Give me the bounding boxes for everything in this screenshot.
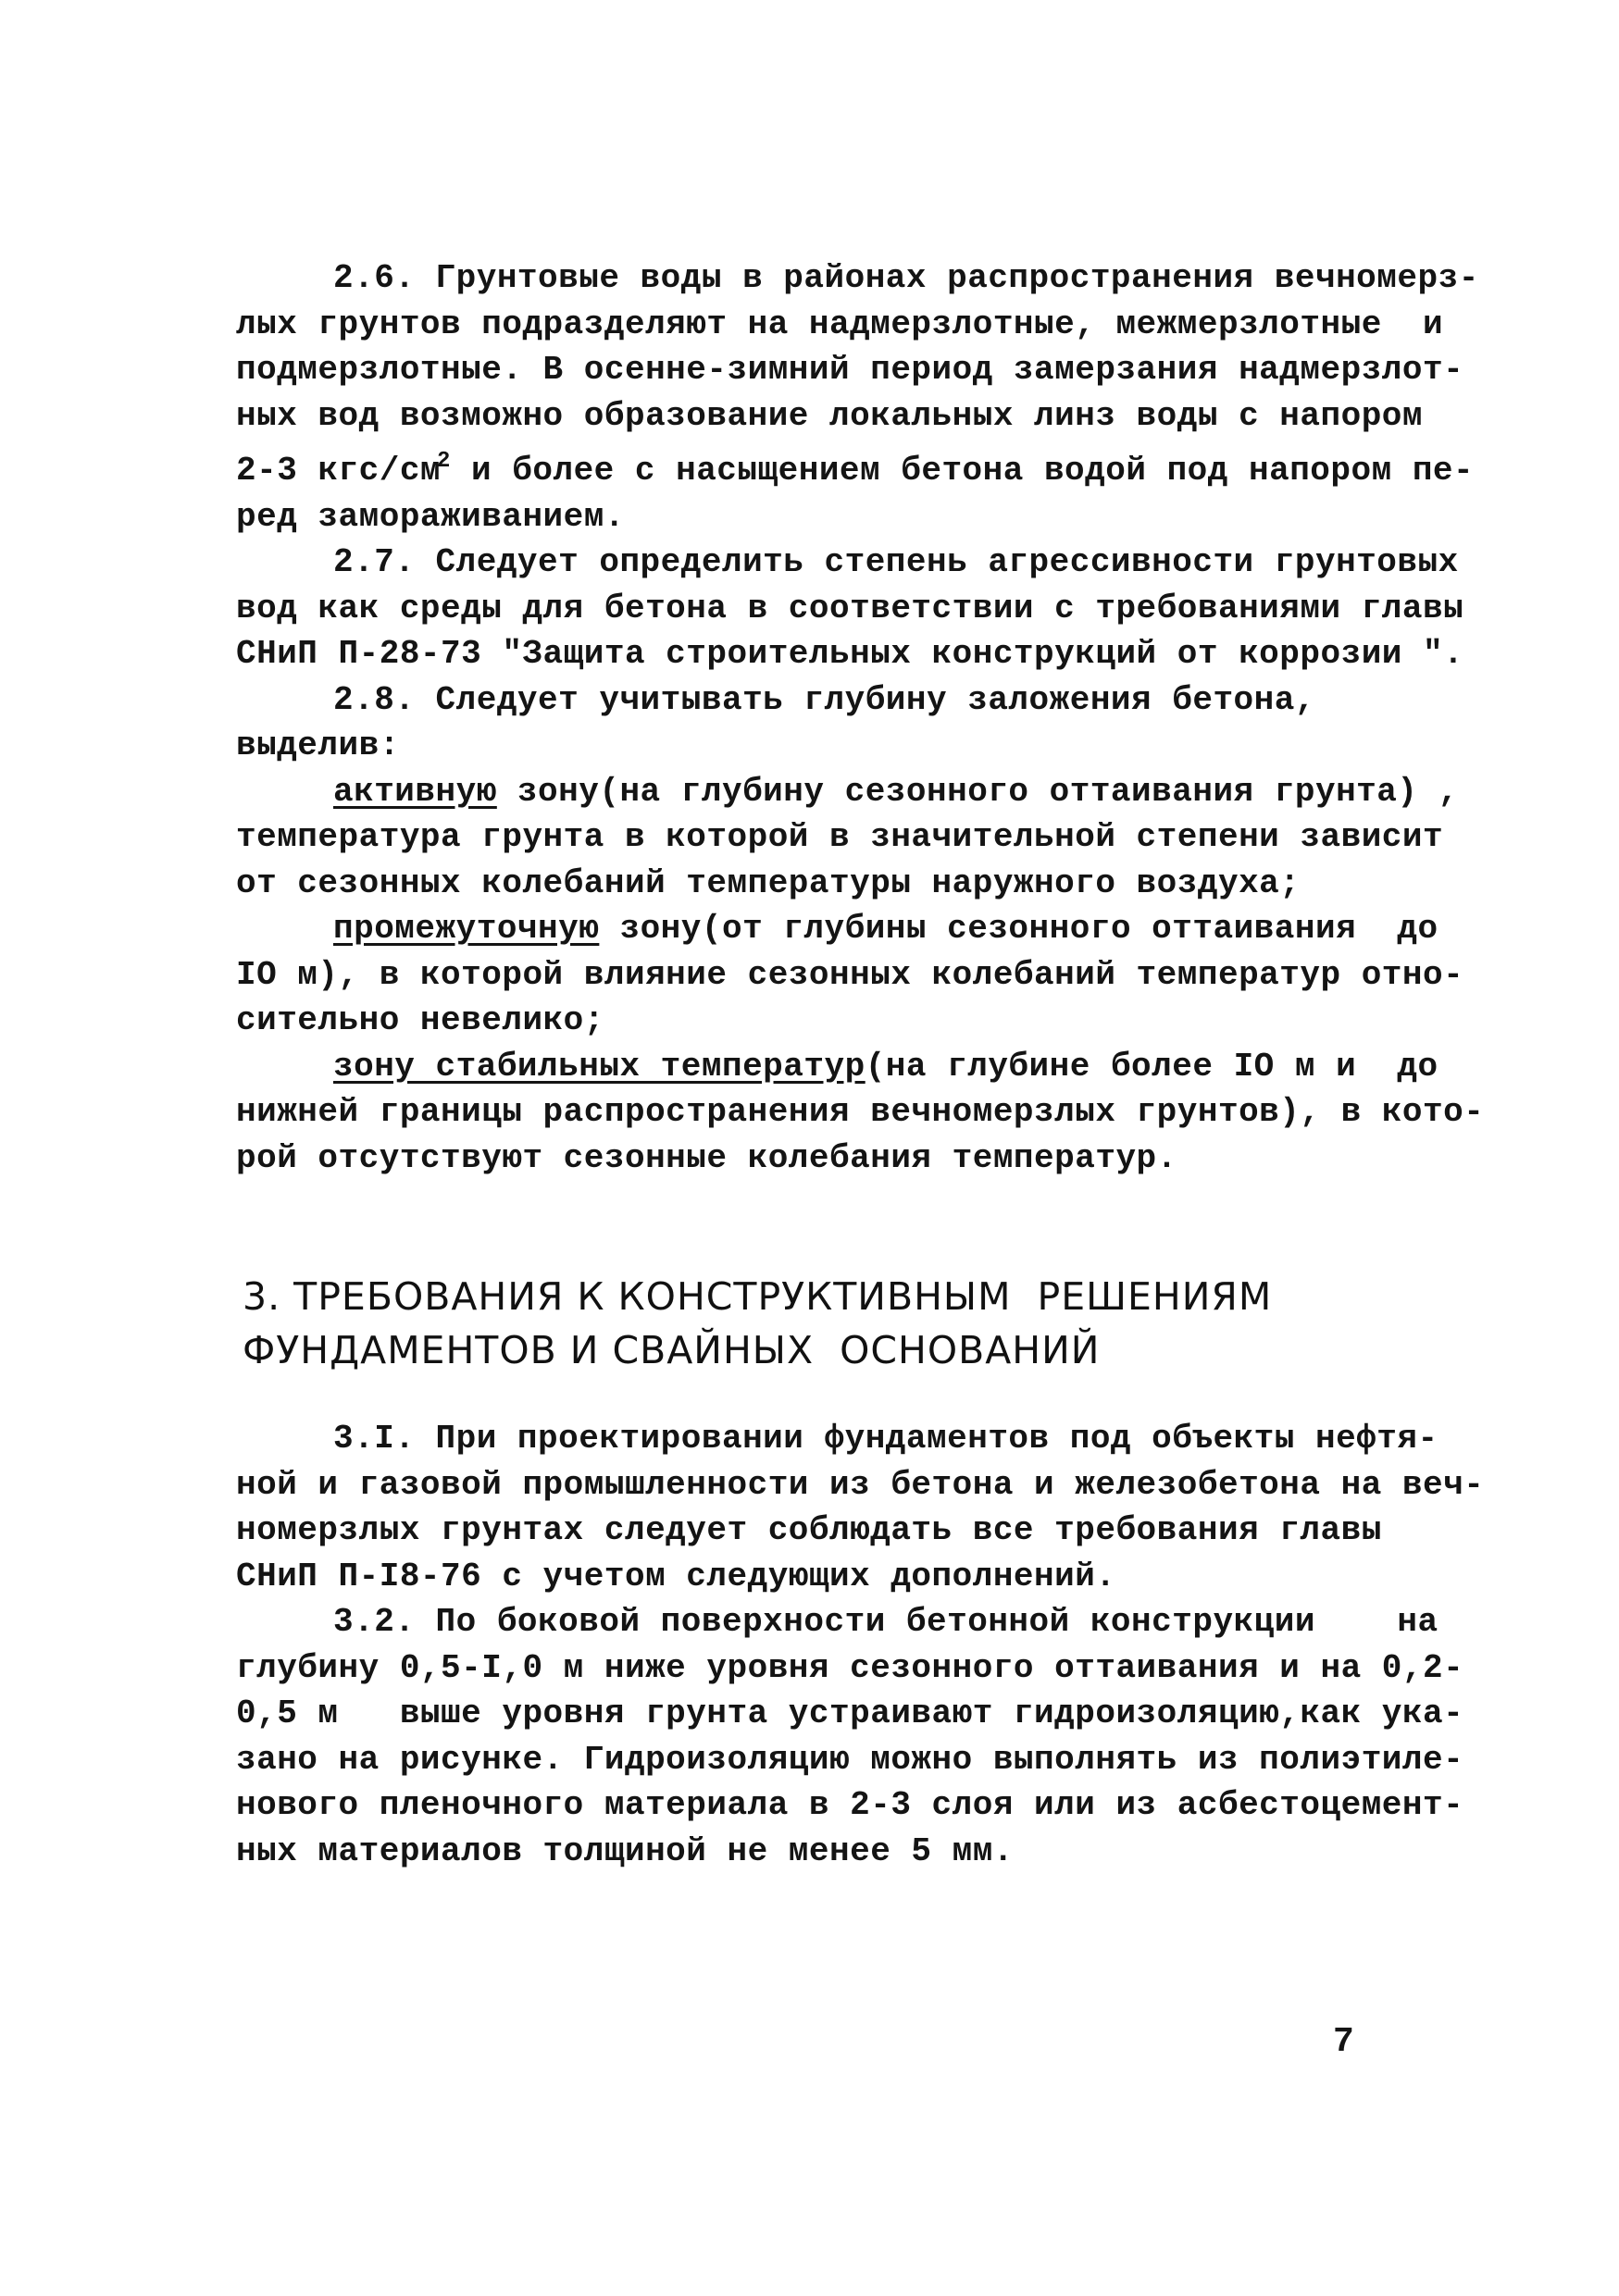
paragraph-3-2-line: ных материалов толщиной не менее 5 мм. (236, 1831, 1014, 1870)
paragraph-2-6-line: 2.6. Грунтовые воды в районах распространения вечномерз- (333, 259, 1479, 297)
paragraph-2-6-line: ред замораживанием. (236, 497, 625, 536)
paragraph-2-7-line: вод как среды для бетона в соответствии с требованиями главы (236, 589, 1464, 627)
paragraph-2-6-line: лых грунтов подразделяют на надмерзлотные, межмерзлотные и (236, 304, 1444, 343)
superscript: 2 (437, 449, 451, 474)
paragraph-3-1-line: СНиП П-I8-76 с учетом следующих дополнений. (236, 1557, 1116, 1595)
section-3-text (236, 1416, 1485, 1874)
paragraph-2-7-line: 2.7. Следует определить степень агрессивности грунтовых (333, 543, 1459, 581)
zone-intermediate-rest: зону(от глубины сезонного оттаивания до (599, 910, 1438, 948)
paragraph-3-2-line: нового пленочного материала в 2-3 слоя или из асбестоцемент- (236, 1786, 1464, 1824)
zone-stable-term: зону стабильных температур (333, 1047, 866, 1086)
paragraph-3-1-line: 3.I. При проектировании фундаментов под объекты нефтя- (333, 1420, 1438, 1458)
zone-active-line (236, 769, 1459, 815)
section-3-heading-line: 3. ТРЕБОВАНИЯ К КОНСТРУКТИВНЫМ РЕШЕНИЯМ (243, 1274, 1273, 1319)
zone-stable-line: рой отсутствуют сезонные колебания температур. (236, 1138, 1177, 1177)
section-3-heading-line: ФУНДАМЕНТОВ И СВАЙНЫХ ОСНОВАНИЙ (243, 1328, 1101, 1372)
paragraph-2-6-line: подмерзлотные. В осенне-зимний период замерзания надмерзлот- (236, 351, 1464, 389)
zone-intermediate-line: IO м), в которой влияние сезонных колебаний температур отно- (236, 955, 1464, 994)
paragraph-2-8-line: выделив: (236, 726, 400, 764)
page-number: 7 (1333, 2022, 1354, 2062)
section-2-text (236, 255, 1485, 1181)
pressure-value: 2-3 кгс/см (236, 452, 442, 490)
paragraph-3-1-line: номерзлых грунтах следует соблюдать все требования главы (236, 1511, 1382, 1549)
paragraph-3-2-line: 0,5 м выше уровня грунта устраивают гидроизоляцию,как ука- (236, 1694, 1464, 1732)
zone-stable-rest: (на глубине более IO м и до (865, 1047, 1438, 1086)
paragraph-2-6-line: ных вод возможно образование локальных линз воды с напором (236, 396, 1424, 435)
paragraph-3-2-line: глубину 0,5-I,0 м ниже уровня сезонного оттаивания и на 0,2- (236, 1648, 1464, 1687)
paragraph-2-6-line-with-unit (236, 439, 1475, 494)
paragraph-2-7-line: СНиП П-28-73 "Защита строительных конструкций от коррозии ". (236, 635, 1464, 673)
paragraph-3-2-line: 3.2. По боковой поверхности бетонной конструкции на (333, 1603, 1438, 1641)
pressure-text: и более с насыщением бетона водой под напором пе- (450, 452, 1475, 490)
zone-intermediate-line: сительно невелико; (236, 1001, 604, 1039)
zone-intermediate-term: промежуточную (333, 910, 600, 948)
zone-stable-line (236, 1044, 1438, 1090)
zone-active-line: от сезонных колебаний температуры наружного воздуха; (236, 863, 1301, 902)
zone-active-term: активную (333, 772, 497, 811)
paragraph-3-2-line: зано на рисунке. Гидроизоляцию можно выполнять из полиэтиле- (236, 1740, 1464, 1779)
zone-active-line: температура грунта в которой в значительной степени зависит (236, 818, 1444, 856)
zone-intermediate-line (236, 906, 1438, 952)
section-3-heading (243, 1270, 1446, 1377)
paragraph-3-1-line: ной и газовой промышленности из бетона и железобетона на веч- (236, 1465, 1485, 1504)
zone-stable-line: нижней границы распространения вечномерзлых грунтов), в кото- (236, 1093, 1485, 1131)
paragraph-2-8-line: 2.8. Следует учитывать глубину заложения бетона, (333, 680, 1315, 719)
zone-active-rest: зону(на глубину сезонного оттаивания грунта) , (496, 772, 1459, 811)
